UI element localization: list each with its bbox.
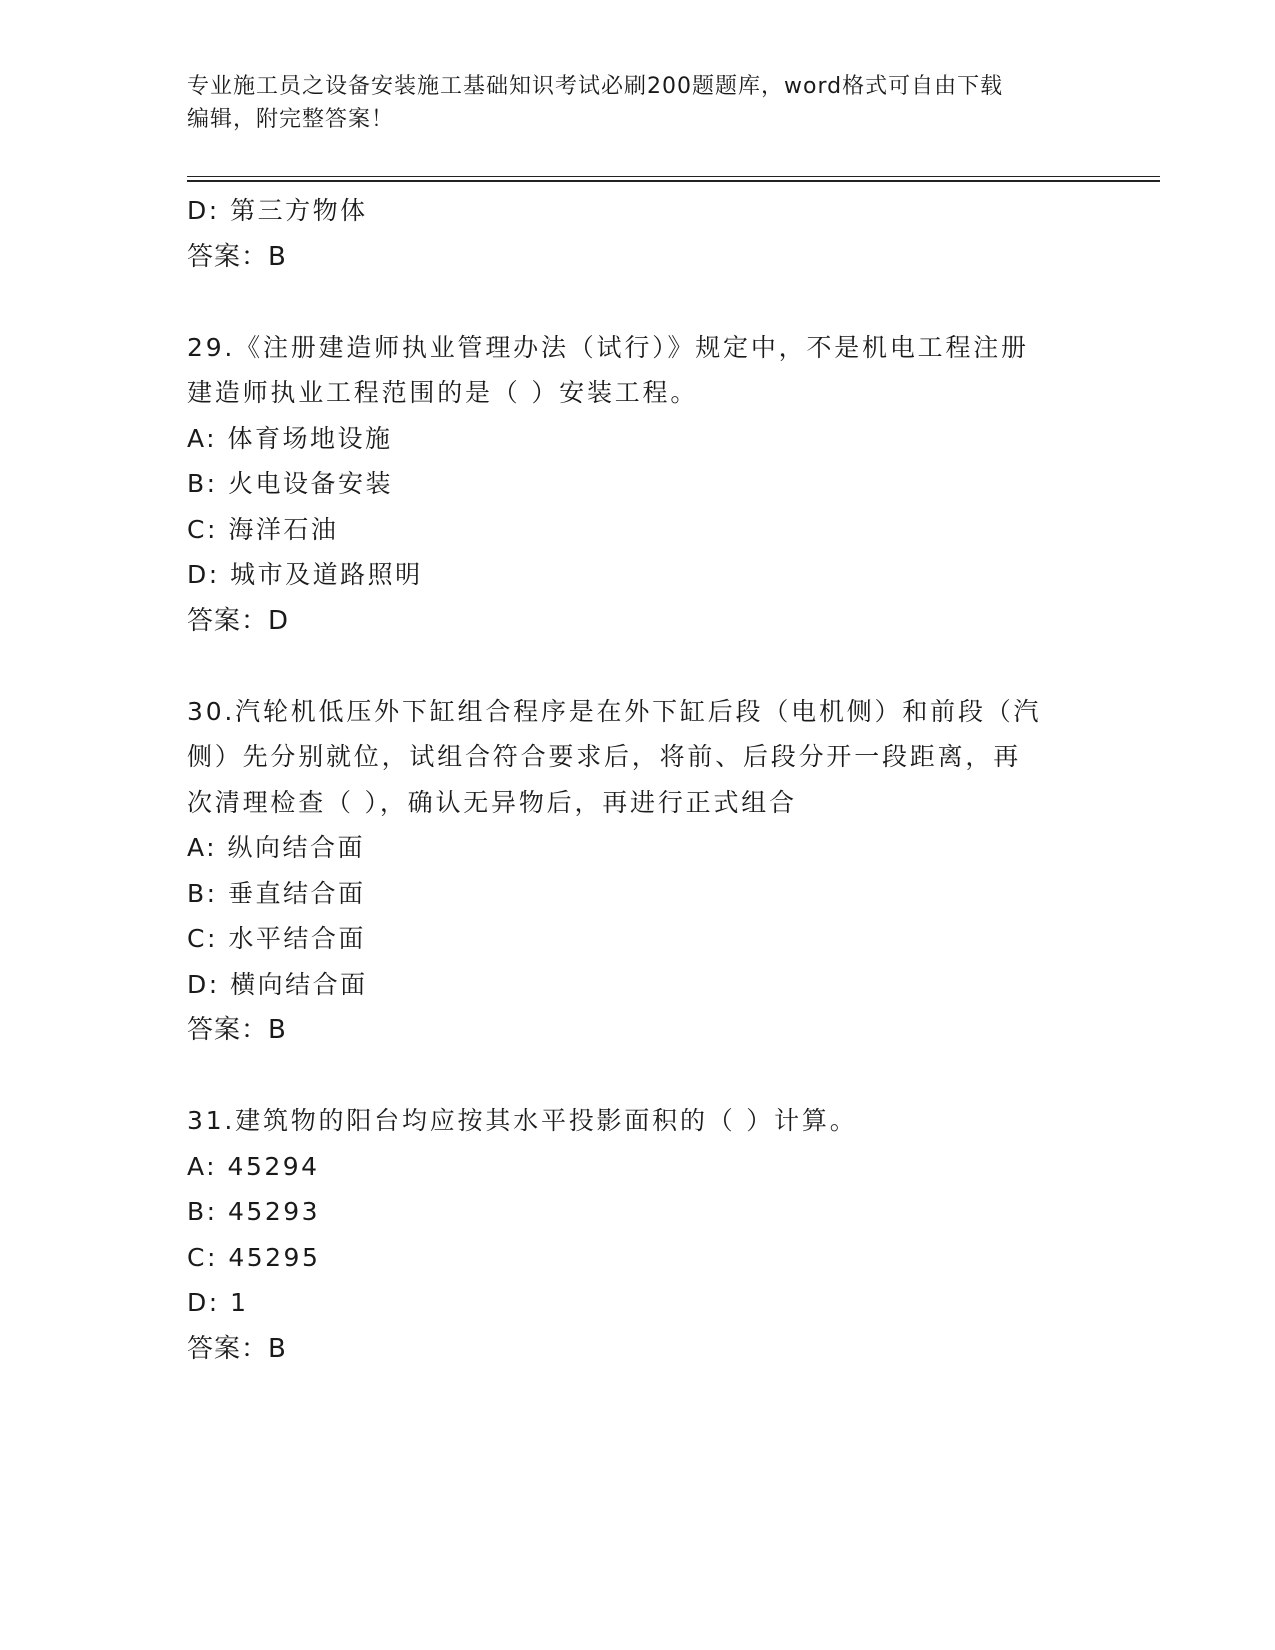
option-d: D: 横向结合面: [187, 969, 368, 999]
document-header: [187, 70, 1067, 136]
answer-line: 答案：B: [187, 1333, 287, 1364]
option-a: A: 45294: [187, 1151, 320, 1181]
option-d: D: 第三方物体: [187, 196, 368, 225]
question-31: [187, 1098, 1087, 1372]
previous-question-tail: [187, 188, 1087, 280]
option-c: C: 水平结合面: [187, 924, 366, 953]
option-b: B: 45293: [187, 1197, 321, 1226]
stem-line: 次清理检查（ ），确认无异物后，再进行正式组合: [187, 787, 797, 817]
option-a: A: 体育场地设施: [187, 423, 393, 453]
stem-line: 30.汽轮机低压外下缸组合程序是在外下缸后段（电机侧）和前段（汽: [187, 696, 1042, 726]
option-b: B: 火电设备安装: [187, 469, 394, 498]
answer-line: 答案：D: [187, 605, 290, 636]
answer-line: 答案：B: [187, 241, 287, 272]
option-a: A: 纵向结合面: [187, 833, 366, 862]
stem-line: 29.《注册建造师执业管理办法（试行）》规定中，不是机电工程注册: [187, 332, 1029, 362]
question-stem: [187, 325, 1077, 416]
option-d: D: 1: [187, 1288, 249, 1317]
question-30: [187, 689, 1087, 1054]
stem-line: 建造师执业工程范围的是（ ）安装工程。: [187, 378, 699, 407]
header-divider-thick: [187, 180, 1160, 182]
option-b: B: 垂直结合面: [187, 878, 366, 908]
question-29: [187, 325, 1087, 644]
question-stem: [187, 689, 1077, 826]
stem-line: 31.建筑物的阳台均应按其水平投影面积的（ ）计算。: [187, 1106, 858, 1135]
header-line-1: 专业施工员之设备安装施工基础知识考试必刷200题题库，word格式可自由下载: [187, 74, 1004, 99]
stem-line: 侧）先分别就位，试组合符合要求后，将前、后段分开一段距离，再: [187, 742, 1022, 771]
question-stem: [187, 1098, 1077, 1144]
option-c: C: 海洋石油: [187, 514, 339, 544]
header-divider-thin: [187, 176, 1160, 177]
header-line-2: 编辑，附完整答案！: [187, 107, 395, 132]
option-c: C: 45295: [187, 1242, 321, 1272]
answer-line: 答案：B: [187, 1015, 287, 1045]
question-list: [187, 188, 1087, 1372]
option-d: D: 城市及道路照明: [187, 560, 423, 589]
